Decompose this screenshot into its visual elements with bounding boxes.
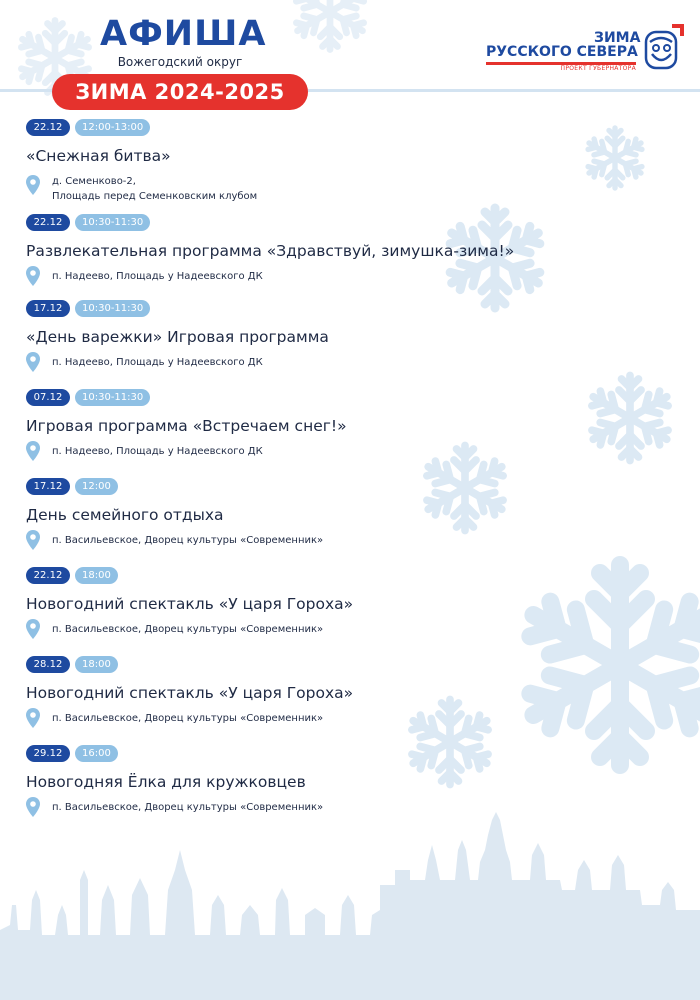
event-time-badge: 12:00-13:00	[75, 119, 150, 136]
event-time-badge: 16:00	[75, 745, 118, 762]
logo-line-2: РУССКОГО СЕВЕРА	[486, 44, 638, 60]
location-pin-icon	[26, 352, 40, 372]
location-line: Площадь перед Семенковским клубом	[52, 191, 258, 202]
location-line: п. Надеево, Площадь у Надеевского ДК	[52, 357, 263, 368]
event-location-text	[52, 269, 263, 284]
event-location-text	[52, 711, 323, 726]
event-card	[26, 478, 646, 546]
event-location-text	[52, 174, 257, 204]
event-time-badge: 12:00	[75, 478, 118, 495]
event-date-badge: 22.12	[26, 119, 70, 136]
event-location-text	[52, 800, 323, 815]
event-time-badge: 10:30-11:30	[75, 214, 150, 231]
location-line: п. Васильевское, Дворец культуры «Современник»	[52, 713, 324, 724]
event-title: Новогодний спектакль «У царя Гороха»	[26, 595, 354, 613]
event-time-badge: 10:30-11:30	[75, 300, 150, 317]
event-date-badge: 29.12	[26, 745, 70, 762]
event-date-badge: 17.12	[26, 300, 70, 317]
snowflake-icon	[585, 128, 645, 188]
event-title: День семейного отдыха	[26, 506, 224, 524]
event-date-badge: 07.12	[26, 389, 70, 406]
snowflake-icon	[293, 0, 368, 50]
location-pin-icon	[26, 175, 40, 195]
event-location-text	[52, 444, 263, 459]
event-location-text	[52, 622, 323, 637]
event-card	[26, 389, 646, 457]
location-line: п. Надеево, Площадь у Надеевского ДК	[52, 446, 263, 457]
event-card	[26, 119, 646, 202]
page-subtitle: Вожегодский округ	[117, 55, 243, 69]
event-time-badge: 10:30-11:30	[75, 389, 150, 406]
location-line: п. Васильевское, Дворец культуры «Современник»	[52, 624, 324, 635]
event-card	[26, 745, 646, 813]
location-line: д. Семенково-2,	[52, 176, 136, 187]
logo-line-1: ЗИМА	[594, 30, 641, 46]
location-line: п. Надеево, Площадь у Надеевского ДК	[52, 271, 263, 282]
event-card	[26, 656, 646, 724]
event-location-text	[52, 355, 263, 370]
location-pin-icon	[26, 530, 40, 550]
event-title: Развлекательная программа «Здравствуй, зимушка-зима!»	[26, 242, 515, 260]
snowflake-icon	[408, 700, 493, 785]
event-date-badge: 17.12	[26, 478, 70, 495]
event-title: «Снежная битва»	[26, 147, 171, 165]
event-time-badge: 18:00	[75, 656, 118, 673]
event-card	[26, 567, 646, 635]
event-time-badge: 18:00	[75, 567, 118, 584]
location-pin-icon	[26, 266, 40, 286]
event-date-badge: 22.12	[26, 567, 70, 584]
event-date-badge: 22.12	[26, 214, 70, 231]
location-pin-icon	[26, 441, 40, 461]
location-line: п. Васильевское, Дворец культуры «Современник»	[52, 535, 324, 546]
event-location-text	[52, 533, 323, 548]
season-badge: ЗИМА 2024-2025	[52, 74, 308, 110]
event-title: Игровая программа «Встречаем снег!»	[26, 417, 347, 435]
event-date-badge: 28.12	[26, 656, 70, 673]
event-card	[26, 300, 646, 368]
logo-line-3: ПРОЕКТ ГУБЕРНАТОРА	[560, 65, 636, 72]
event-title: Новогодняя Ёлка для кружковцев	[26, 773, 306, 791]
event-card	[26, 214, 646, 282]
location-pin-icon	[26, 619, 40, 639]
location-line: п. Васильевское, Дворец культуры «Современник»	[52, 802, 324, 813]
page-title: АФИША	[100, 14, 267, 54]
city-skyline-silhouette	[0, 812, 700, 1000]
project-logo	[486, 22, 686, 74]
santa-face-icon	[640, 24, 684, 72]
event-title: Новогодний спектакль «У царя Гороха»	[26, 684, 354, 702]
location-pin-icon	[26, 708, 40, 728]
location-pin-icon	[26, 797, 40, 817]
event-title: «День варежки» Игровая программа	[26, 328, 329, 346]
